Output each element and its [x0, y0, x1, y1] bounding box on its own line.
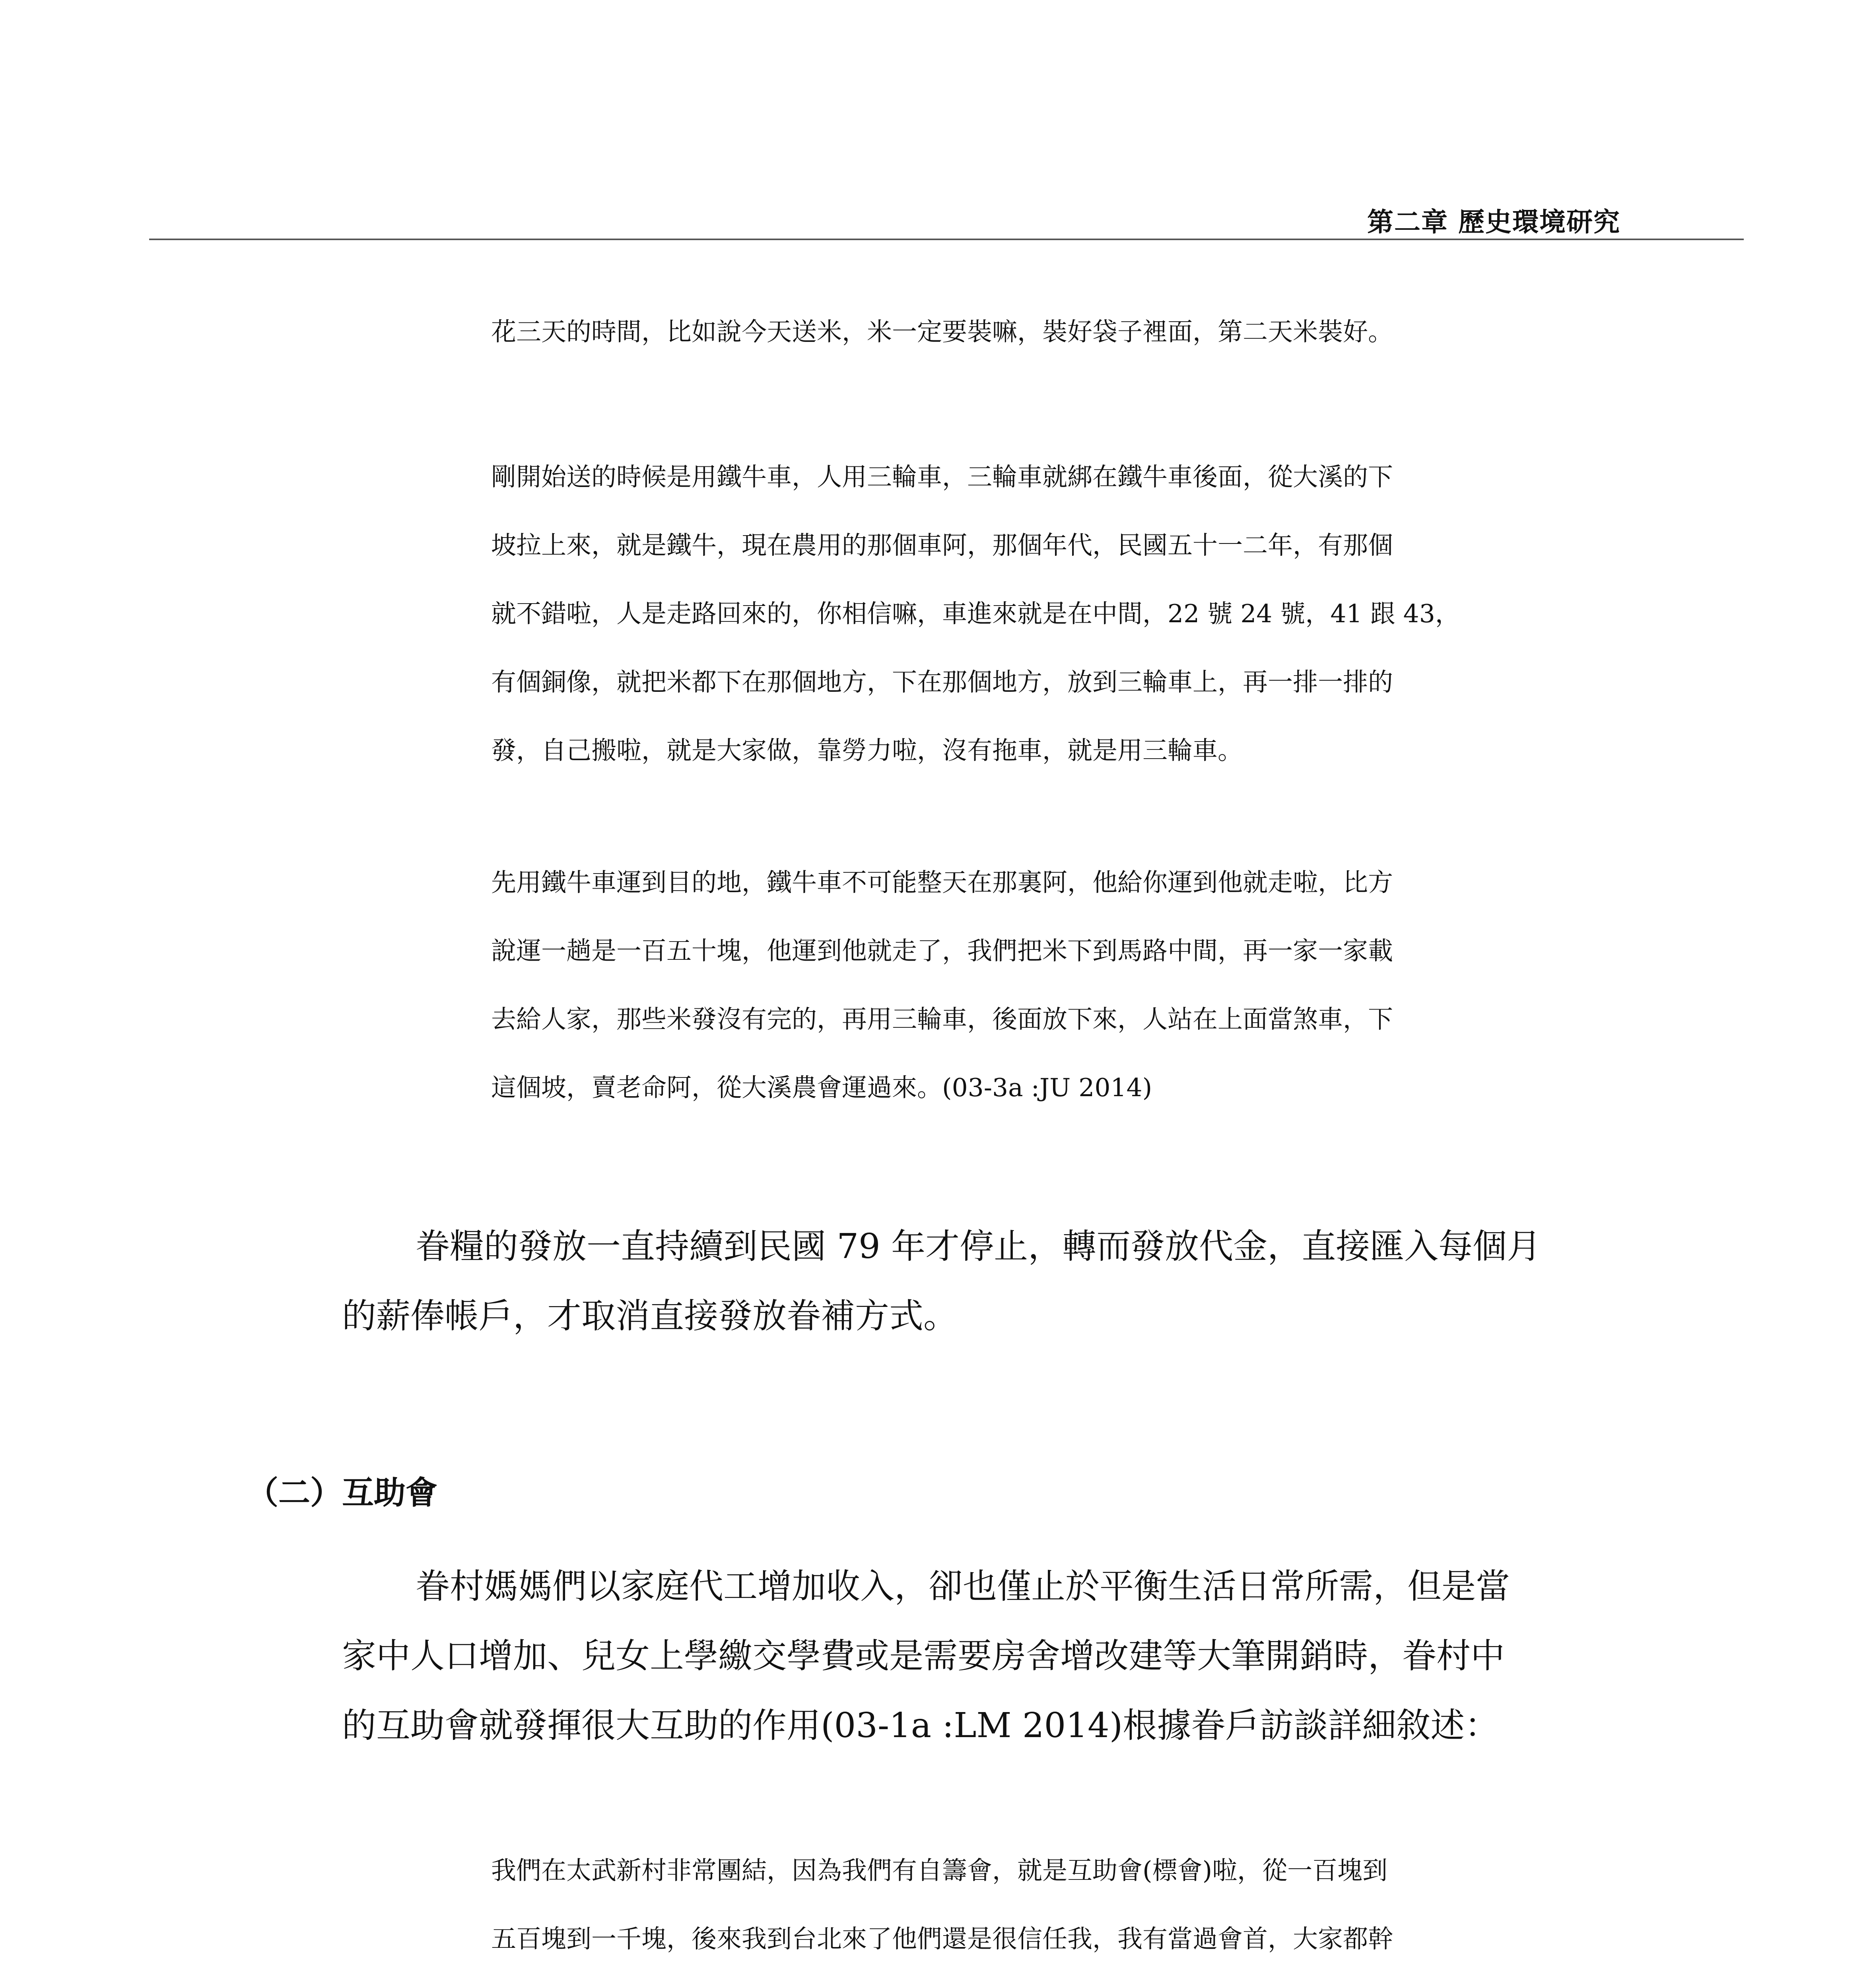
interview-quote-1: [491, 312, 1636, 381]
quote-line: 有個銅像，就把米都下在那個地方，下在那個地方，放到三輪車上，再一排一排的: [491, 668, 1393, 697]
interview-quote-2: [491, 457, 1636, 799]
body-line: 眷糧的發放一直持續到民國 79 年才停止，轉而發放代金，直接匯入每個月: [416, 1227, 1541, 1266]
interview-quote-3: [491, 863, 1636, 1136]
body-line: 家中人口增加、兒女上學繳交學費或是需要房舍增改建等大筆開銷時，眷村中: [342, 1636, 1505, 1676]
quote-line: 花三天的時間，比如說今天送米，米一定要裝嘛，裝好袋子裡面，第二天米裝好。: [491, 317, 1393, 346]
quote-line: 五百塊到一千塊，後來我到台北來了他們還是很信任我，我有當過會首，大家都幹: [491, 1924, 1393, 1953]
quote-line: 發，自己搬啦，就是大家做，靠勞力啦，沒有拖車，就是用三輪車。: [491, 736, 1243, 765]
body-line: 的薪俸帳戶，才取消直接發放眷補方式。: [342, 1296, 958, 1336]
section-heading: （二）互助會: [247, 1474, 437, 1511]
header-rule: [149, 239, 1744, 240]
body-paragraph-1: [342, 1223, 1630, 1362]
quote-line: 去給人家，那些米發沒有完的，再用三輪車，後面放下來，人站在上面當煞車，下: [491, 1005, 1393, 1034]
body-line: 的互助會就發揮很大互助的作用(03-1a :LM 2014)根據眷戶訪談詳細敘述：: [342, 1706, 1499, 1745]
body-line: 眷村媽媽們以家庭代工增加收入，卻也僅止於平衡生活日常所需，但是當: [416, 1567, 1510, 1606]
quote-line: 先用鐵牛車運到目的地，鐵牛車不可能整天在那裏阿，他給你運到他就走啦，比方: [491, 868, 1393, 897]
quote-line: 我們在太武新村非常團結，因為我們有自籌會，就是互助會(標會)啦，從一百塊到: [491, 1856, 1388, 1885]
quote-line: 這個坡，賣老命阿，從大溪農會運過來。(03-3a :JU 2014): [491, 1073, 1152, 1102]
quote-line: 坡拉上來，就是鐵牛，現在農用的那個車阿，那個年代，民國五十一二年，有那個: [491, 531, 1393, 560]
chapter-header: 第二章 歷史環境研究: [1367, 206, 1620, 237]
quote-line: 就不錯啦，人是走路回來的，你相信嘛，車進來就是在中間，22 號 24 號，41 跟 43，: [491, 599, 1460, 628]
quote-line: 說運一趟是一百五十塊，他運到他就走了，我們把米下到馬路中間，再一家一家載: [491, 936, 1393, 965]
quote-line: 剛開始送的時候是用鐵牛車，人用三輪車，三輪車就綁在鐵牛車後面，從大溪的下: [491, 462, 1393, 491]
body-paragraph-2: [342, 1563, 1630, 1771]
interview-quote-4: [491, 1851, 1636, 1988]
